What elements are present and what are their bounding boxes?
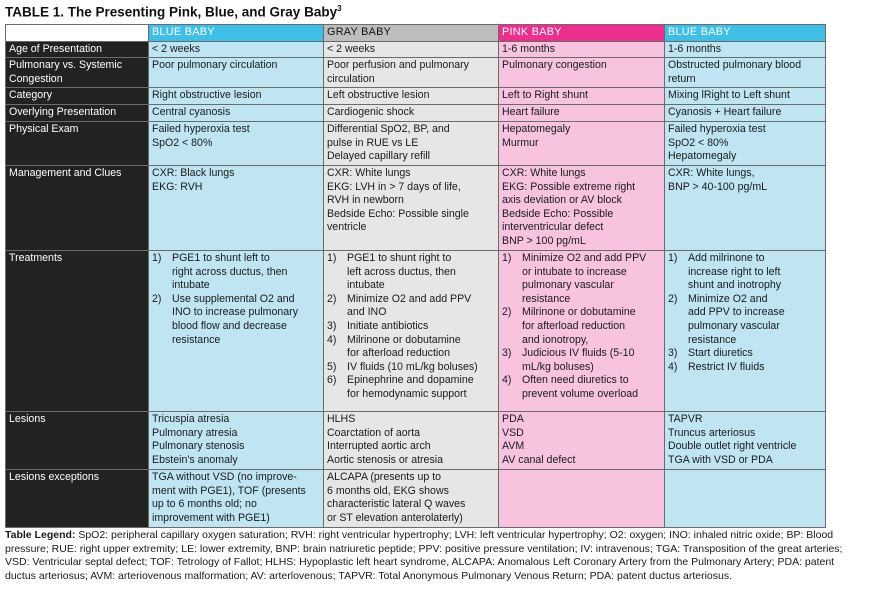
- cell-pink-baby: [499, 411, 665, 469]
- cell-line: Central cyanosis: [152, 105, 231, 118]
- cell-line: pulse in RUE vs LE: [327, 136, 419, 149]
- column-header-blue-baby: BLUE BABY: [149, 25, 324, 42]
- treatment-list: [668, 252, 822, 374]
- cell-line: resistance: [688, 333, 737, 346]
- cell-line: ment with PGE1), TOF (presents: [152, 484, 306, 497]
- step-number: 2): [152, 292, 162, 305]
- cell-line: and INO: [347, 306, 387, 319]
- cell-line: improvement with PGE1): [152, 511, 270, 524]
- step-number: 1): [502, 251, 512, 264]
- cell-blue-baby-late: [665, 469, 826, 527]
- cell-line: increase right to left: [688, 265, 781, 278]
- cell-line: Mixing lRight to Left shunt: [668, 89, 790, 102]
- cell-line: Category: [9, 89, 52, 102]
- treatment-step: [668, 347, 822, 361]
- cell-line: axis deviation or AV block: [502, 194, 622, 207]
- cell-line: 1-6 months: [668, 42, 721, 55]
- row-overlying-presentation: [6, 104, 826, 121]
- cell-line: pulmonary vascular: [688, 319, 780, 332]
- cell-line: Initiate antibiotics: [347, 319, 429, 332]
- cell-line: EKG: LVH in > 7 days of life,: [327, 180, 461, 193]
- row-lesions: [6, 411, 826, 469]
- cell-line: EKG: RVH: [152, 180, 203, 193]
- cell-line: HLHS: [327, 412, 356, 425]
- cell-blue-baby-late: [665, 41, 826, 58]
- cell-line: Age of Presentation: [9, 42, 103, 55]
- cell-line: Management and Clues: [9, 166, 122, 179]
- cell-line: Physical Exam: [9, 122, 79, 135]
- step-number: 2): [668, 292, 678, 305]
- cell-blue-baby-late: [665, 121, 826, 165]
- step-number: 4): [327, 333, 337, 346]
- cell-blue-baby-late: [665, 165, 826, 250]
- row-treatments: [6, 250, 826, 411]
- cell-blue-baby: [149, 469, 324, 527]
- cell-line: 6 months old, EKG shows: [327, 484, 449, 497]
- cell-line: Judicious IV fluids (5-10: [522, 347, 635, 360]
- cell-line: prevent volume overload: [522, 387, 639, 400]
- cell-line: BNP > 100 pg/mL: [502, 234, 586, 247]
- cell-line: resistance: [172, 333, 221, 346]
- cell-line: Bedside Echo: Possible single: [327, 207, 469, 220]
- step-number: 5): [327, 360, 337, 373]
- step-number: 6): [327, 374, 337, 387]
- cell-line: circulation: [327, 72, 375, 85]
- cell-line: Poor pulmonary circulation: [152, 59, 278, 72]
- cell-line: Left obstructive lesion: [327, 89, 430, 102]
- cell-line: Add milrinone to: [688, 251, 765, 264]
- cell-line: characteristic lateral Q waves: [327, 498, 466, 511]
- cell-blue-baby: [149, 411, 324, 469]
- cell-line: VSD: [502, 426, 524, 439]
- cell-line: Tricuspia atresia: [152, 412, 230, 425]
- step-text: [347, 320, 495, 334]
- cell-line: Minimize O2 and add PPV: [347, 292, 472, 305]
- header-row: [6, 25, 826, 42]
- column-header-pink-baby: PINK BABY: [499, 25, 665, 42]
- cell-line: and ionotropy,: [522, 333, 589, 346]
- step-number: 3): [668, 347, 678, 360]
- cell-line: AVM: [502, 440, 525, 453]
- cell-line: right across ductus, then: [172, 265, 288, 278]
- treatment-list: [327, 252, 495, 402]
- treatment-step: [502, 347, 661, 374]
- step-number: 4): [502, 374, 512, 387]
- treatment-step: [327, 374, 495, 401]
- cell-blue-baby: [149, 250, 324, 411]
- step-text: [347, 374, 495, 401]
- cell-line: Aortic stenosis or atresia: [327, 453, 443, 466]
- cell-line: Bedside Echo: Possible: [502, 207, 614, 220]
- cell-line: blood flow and decrease: [172, 319, 287, 332]
- cell-line: for afterload reduction: [522, 319, 626, 332]
- cell-line: Interrupted aortic arch: [327, 440, 431, 453]
- cell-pink-baby: [499, 121, 665, 165]
- cell-line: Left to Right shunt: [502, 89, 588, 102]
- row-label: [6, 88, 149, 105]
- cell-line: Pulmonary atresia: [152, 426, 238, 439]
- cell-line: Pulmonary congestion: [502, 59, 607, 72]
- cell-line: resistance: [522, 292, 571, 305]
- cell-line: for afterload reduction: [347, 347, 451, 360]
- step-text: [172, 252, 320, 293]
- step-text: [688, 347, 822, 361]
- cell-line: CXR: Black lungs: [152, 166, 235, 179]
- cell-line: or ST elevation anterolaterly): [327, 511, 463, 524]
- cell-line: Milrinone or dobutamine: [522, 306, 636, 319]
- step-text: [347, 293, 495, 320]
- row-label: [6, 58, 149, 88]
- cell-line: Start diuretics: [688, 347, 753, 360]
- step-text: [688, 293, 822, 347]
- cell-line: Obstructed pulmonary blood: [668, 59, 802, 72]
- cell-line: RVH in newborn: [327, 194, 404, 207]
- step-number: 4): [668, 360, 678, 373]
- step-text: [522, 347, 661, 374]
- cell-line: Congestion: [9, 72, 63, 85]
- cell-line: Failed hyperoxia test: [668, 122, 766, 135]
- cell-line: Murmur: [502, 136, 539, 149]
- cell-line: Delayed capillary refill: [327, 150, 431, 163]
- step-text: [688, 361, 822, 375]
- cell-blue-baby: [149, 121, 324, 165]
- row-pulmonary-vs-systemic: [6, 58, 826, 88]
- treatment-step: [502, 306, 661, 347]
- cell-blue-baby-late: [665, 88, 826, 105]
- cell-line: < 2 weeks: [327, 42, 375, 55]
- step-text: [347, 334, 495, 361]
- cell-line: IV fluids (10 mL/kg boluses): [347, 360, 478, 373]
- step-number: 2): [327, 292, 337, 305]
- cell-line: BNP > 40-100 pg/mL: [668, 180, 768, 193]
- treatment-step: [668, 293, 822, 347]
- cell-line: Minimize O2 and add PPV: [522, 251, 647, 264]
- cell-line: SpO2 < 80%: [668, 136, 729, 149]
- cell-line: interventricular defect: [502, 221, 604, 234]
- cell-line: return: [668, 72, 696, 85]
- column-header-blue-baby-late: BLUE BABY: [665, 25, 826, 42]
- cell-blue-baby-late: [665, 411, 826, 469]
- step-text: [347, 252, 495, 293]
- step-number: 1): [668, 251, 678, 264]
- step-text: [172, 293, 320, 347]
- cell-blue-baby: [149, 41, 324, 58]
- row-category: [6, 88, 826, 105]
- cell-blue-baby: [149, 104, 324, 121]
- cell-line: Right obstructive lesion: [152, 89, 262, 102]
- cell-line: PDA: [502, 412, 524, 425]
- cell-blue-baby: [149, 165, 324, 250]
- row-age-of-presentation: [6, 41, 826, 58]
- header-blank-cell: [6, 25, 149, 42]
- cell-gray-baby: [324, 121, 499, 165]
- cell-pink-baby: [499, 165, 665, 250]
- step-text: [522, 252, 661, 306]
- row-label: [6, 165, 149, 250]
- row-label: [6, 121, 149, 165]
- treatment-step: [327, 361, 495, 375]
- treatment-step: [502, 374, 661, 401]
- cell-line: Ebstein's anomaly: [152, 453, 238, 466]
- presenting-baby-table: [5, 24, 826, 528]
- cell-line: 1-6 months: [502, 42, 555, 55]
- cell-blue-baby: [149, 58, 324, 88]
- row-label: [6, 411, 149, 469]
- cell-line: TGA without VSD (no improve-: [152, 470, 297, 483]
- cell-gray-baby: [324, 104, 499, 121]
- cell-line: Truncus arteriosus: [668, 426, 756, 439]
- step-number: 3): [502, 347, 512, 360]
- step-number: 3): [327, 319, 337, 332]
- cell-gray-baby: [324, 411, 499, 469]
- treatment-step: [327, 334, 495, 361]
- cell-line: intubate: [172, 279, 210, 292]
- row-label: [6, 469, 149, 527]
- row-label: [6, 41, 149, 58]
- cell-line: Restrict IV fluids: [688, 360, 765, 373]
- cell-pink-baby: [499, 41, 665, 58]
- cell-line: ventricle: [327, 221, 367, 234]
- cell-line: Cardiogenic shock: [327, 105, 415, 118]
- cell-line: Hepatomegaly: [502, 122, 571, 135]
- cell-pink-baby: [499, 104, 665, 121]
- step-text: [522, 306, 661, 347]
- treatment-step: [668, 252, 822, 293]
- cell-line: Cyanosis + Heart failure: [668, 105, 782, 118]
- cell-line: Overlying Presentation: [9, 105, 117, 118]
- cell-pink-baby: [499, 469, 665, 527]
- treatment-step: [327, 320, 495, 334]
- cell-line: CXR: White lungs,: [668, 166, 755, 179]
- cell-line: pulmonary vascular: [522, 279, 614, 292]
- cell-blue-baby-late: [665, 104, 826, 121]
- treatment-step: [502, 252, 661, 306]
- step-number: 1): [152, 251, 162, 264]
- step-number: 2): [502, 306, 512, 319]
- cell-gray-baby: [324, 250, 499, 411]
- cell-pink-baby: [499, 88, 665, 105]
- cell-line: for hemodynamic support: [347, 387, 467, 400]
- treatment-step: [152, 293, 320, 347]
- cell-line: INO to increase pulmonary: [172, 306, 299, 319]
- cell-line: Epinephrine and dopamine: [347, 374, 474, 387]
- cell-line: Often need diuretics to: [522, 374, 629, 387]
- cell-blue-baby-late: [665, 58, 826, 88]
- cell-line: Poor perfusion and pulmonary: [327, 59, 469, 72]
- column-header-gray-baby: GRAY BABY: [324, 25, 499, 42]
- treatment-list: [152, 252, 320, 347]
- cell-line: PGE1 to shunt left to: [172, 251, 270, 264]
- cell-line: CXR: White lungs: [327, 166, 411, 179]
- cell-line: CXR: White lungs: [502, 166, 586, 179]
- cell-line: Pulmonary vs. Systemic: [9, 59, 123, 72]
- cell-blue-baby-late: [665, 250, 826, 411]
- cell-line: Minimize O2 and: [688, 292, 768, 305]
- step-text: [347, 361, 495, 375]
- row-physical-exam: [6, 121, 826, 165]
- cell-gray-baby: [324, 41, 499, 58]
- cell-line: Pulmonary stenosis: [152, 440, 245, 453]
- cell-gray-baby: [324, 469, 499, 527]
- cell-blue-baby: [149, 88, 324, 105]
- cell-pink-baby: [499, 250, 665, 411]
- cell-line: add PPV to increase: [688, 306, 785, 319]
- cell-line: AV canal defect: [502, 453, 576, 466]
- cell-line: Use supplemental O2 and: [172, 292, 295, 305]
- cell-line: Heart failure: [502, 105, 560, 118]
- cell-line: Lesions exceptions: [9, 470, 100, 483]
- treatment-step: [668, 361, 822, 375]
- row-label: [6, 104, 149, 121]
- table-title: TABLE 1. The Presenting Pink, Blue, and Gray Baby$^3$: [5, 4, 342, 20]
- cell-gray-baby: [324, 165, 499, 250]
- cell-line: ALCAPA (presents up to: [327, 470, 442, 483]
- cell-gray-baby: [324, 88, 499, 105]
- cell-line: TGA with VSD or PDA: [668, 453, 773, 466]
- treatment-list: [502, 252, 661, 402]
- step-text: [688, 252, 822, 293]
- step-text: [522, 374, 661, 401]
- cell-line: mL/kg boluses): [522, 360, 594, 373]
- treatment-step: [327, 293, 495, 320]
- cell-line: Hepatomegaly: [668, 150, 737, 163]
- cell-line: left across ductus, then: [347, 265, 456, 278]
- cell-line: intubate: [347, 279, 385, 292]
- cell-line: PGE1 to shunt right to: [347, 251, 452, 264]
- cell-line: Failed hyperoxia test: [152, 122, 250, 135]
- cell-line: Double outlet right ventricle: [668, 440, 797, 453]
- row-label: Treatments: [6, 250, 149, 411]
- cell-line: EKG: Possible extreme right: [502, 180, 636, 193]
- cell-gray-baby: [324, 58, 499, 88]
- row-management-and-clues: [6, 165, 826, 250]
- table-legend: Table Legend: SpO2: peripheral capillary oxygen saturation; RVH: right ventricular hypertrophy; LVH: left ventricular hypertrophy; O2: oxygen; INO: inhaled nitric oxide; BP: Blood pressure; RUE: right upper extremity; LE: lower extremity, BNP: brain natriuretic peptide; PPV: positive pressure ventilation; IV: intravenous; TGA: Transposition of the great arteries; VSD: Ventricular septal defect; TOF: Tetrology of Fallot; HLHS: Hypoplastic left heart syndrome, ALCAPA: Anomalous Left Coronary Artery from the Pulmonary Artery; PDA: patent ductus arteriosus; AVM: arteriovenous malformation; AV: arterlovenous; TAPVR: Total Anonymous Pulmonary Venous Return; PDA: patent ductus arteriosus.: [5, 529, 843, 582]
- treatment-step: [327, 252, 495, 293]
- step-number: 1): [327, 251, 337, 264]
- row-lesions-exceptions: [6, 469, 826, 527]
- cell-line: Lesions: [9, 412, 46, 425]
- cell-line: Differential SpO2, BP, and: [327, 122, 450, 135]
- cell-line: or intubate to increase: [522, 265, 627, 278]
- cell-line: TAPVR: [668, 412, 703, 425]
- cell-line: < 2 weeks: [152, 42, 200, 55]
- cell-line: Coarctation of aorta: [327, 426, 421, 439]
- cell-line: SpO2 < 80%: [152, 136, 213, 149]
- cell-line: Milrinone or dobutamine: [347, 333, 461, 346]
- cell-pink-baby: [499, 58, 665, 88]
- cell-line: up to 6 months old; no: [152, 498, 257, 511]
- cell-line: shunt and inotrophy: [688, 279, 782, 292]
- treatment-step: [152, 252, 320, 293]
